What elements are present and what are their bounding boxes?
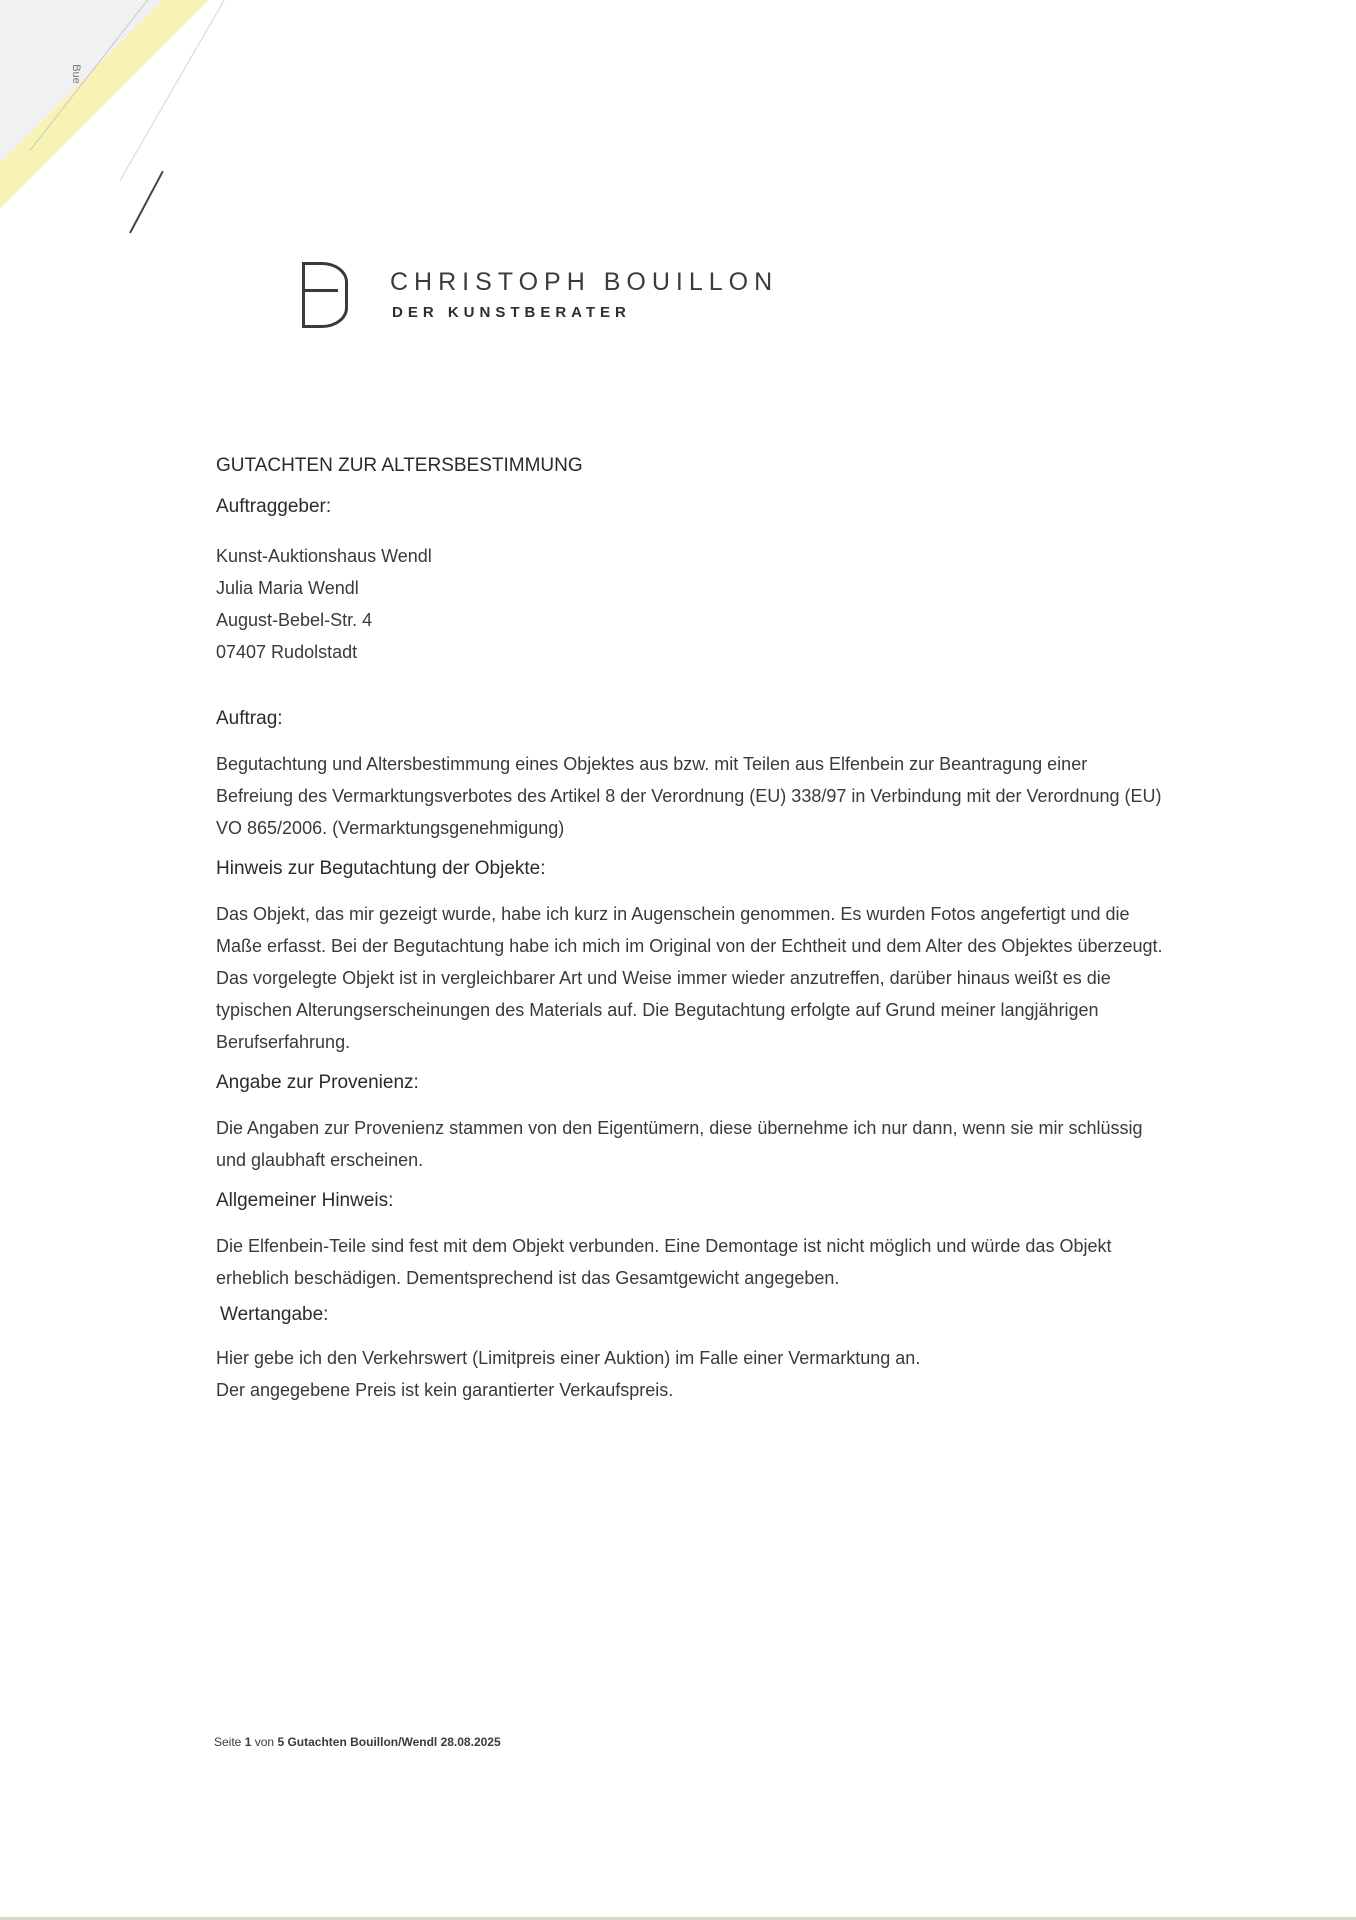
provenance-heading: Angabe zur Provenienz:	[216, 1072, 419, 1093]
logo-b-icon	[302, 262, 348, 328]
of-label: von	[254, 1735, 275, 1749]
order-heading: Auftrag:	[216, 708, 283, 729]
value-text-line: Hier gebe ich den Verkehrswert (Limitpreis einer Auktion) im Falle einer Vermarktung an.	[216, 1348, 921, 1368]
corner-text-fragment: Bue	[69, 64, 82, 84]
general-note-text: Die Elfenbein-Teile sind fest mit dem Objekt verbunden. Eine Demontage ist nicht möglich und würde das Objekt erheblich beschädigen. Dementsprechend ist das Gesamtgewicht angegeben.	[216, 1236, 1112, 1288]
document-reference: Gutachten Bouillon/Wendl 28.08.2025	[287, 1735, 501, 1749]
letterhead-name: CHRISTOPH BOUILLON	[390, 268, 779, 296]
client-address	[216, 540, 1176, 668]
address-line: Kunst-Auktionshaus Wendl	[216, 546, 432, 566]
inspection-note-text: Das Objekt, das mir gezeigt wurde, habe ich kurz in Augenschein genommen. Es wurden Fotos angefertigt und die Maße erfasst. Bei der Begutachtung habe ich mich im Original von der Echtheit und dem Alter des Objektes überzeugt. Das vorgelegte Objekt ist in vergleichbarer Art und Weise immer wieder anzutreffen, darüber hinaus weißt es die typischen Alterungserscheinungen des Materials auf. Die Begutachtung erfolgte auf Grund meiner langjährigen Berufserfahrung.	[216, 904, 1163, 1052]
page-footer	[214, 1735, 501, 1749]
page-label: Seite	[214, 1735, 242, 1749]
address-line: Julia Maria Wendl	[216, 578, 359, 598]
provenance-text: Die Angaben zur Provenienz stammen von den Eigentümern, diese übernehme ich nur dann, wenn sie mir schlüssig und glaubhaft erscheinen.	[216, 1118, 1143, 1170]
value-heading: Wertangabe:	[220, 1304, 329, 1325]
client-heading: Auftraggeber:	[216, 496, 332, 517]
page-number: 1	[244, 1735, 252, 1749]
address-line: 07407 Rudolstadt	[216, 642, 358, 662]
folded-page-corner	[0, 0, 210, 210]
letterhead-subtitle: DER KUNSTBERATER	[392, 304, 631, 321]
page-total: 5	[277, 1735, 285, 1749]
value-text-line: Der angegebene Preis ist kein garantierter Verkaufspreis.	[216, 1380, 674, 1400]
address-line: August-Bebel-Str. 4	[216, 610, 373, 630]
document-body	[216, 455, 1176, 1406]
document-title: GUTACHTEN ZUR ALTERSBESTIMMUNG	[216, 455, 583, 476]
inspection-note-heading: Hinweis zur Begutachtung der Objekte:	[216, 858, 546, 879]
general-note-heading: Allgemeiner Hinweis:	[216, 1190, 394, 1211]
order-text: Begutachtung und Altersbestimmung eines Objektes aus bzw. mit Teilen aus Elfenbein zur Beantragung einer Befreiung des Vermarktungsverbotes des Artikel 8 der Verordnung (EU) 338/97 in Verbindung mit der Verordnung (EU) VO 865/2006. (Vermarktungsgenehmigung)	[216, 754, 1162, 838]
